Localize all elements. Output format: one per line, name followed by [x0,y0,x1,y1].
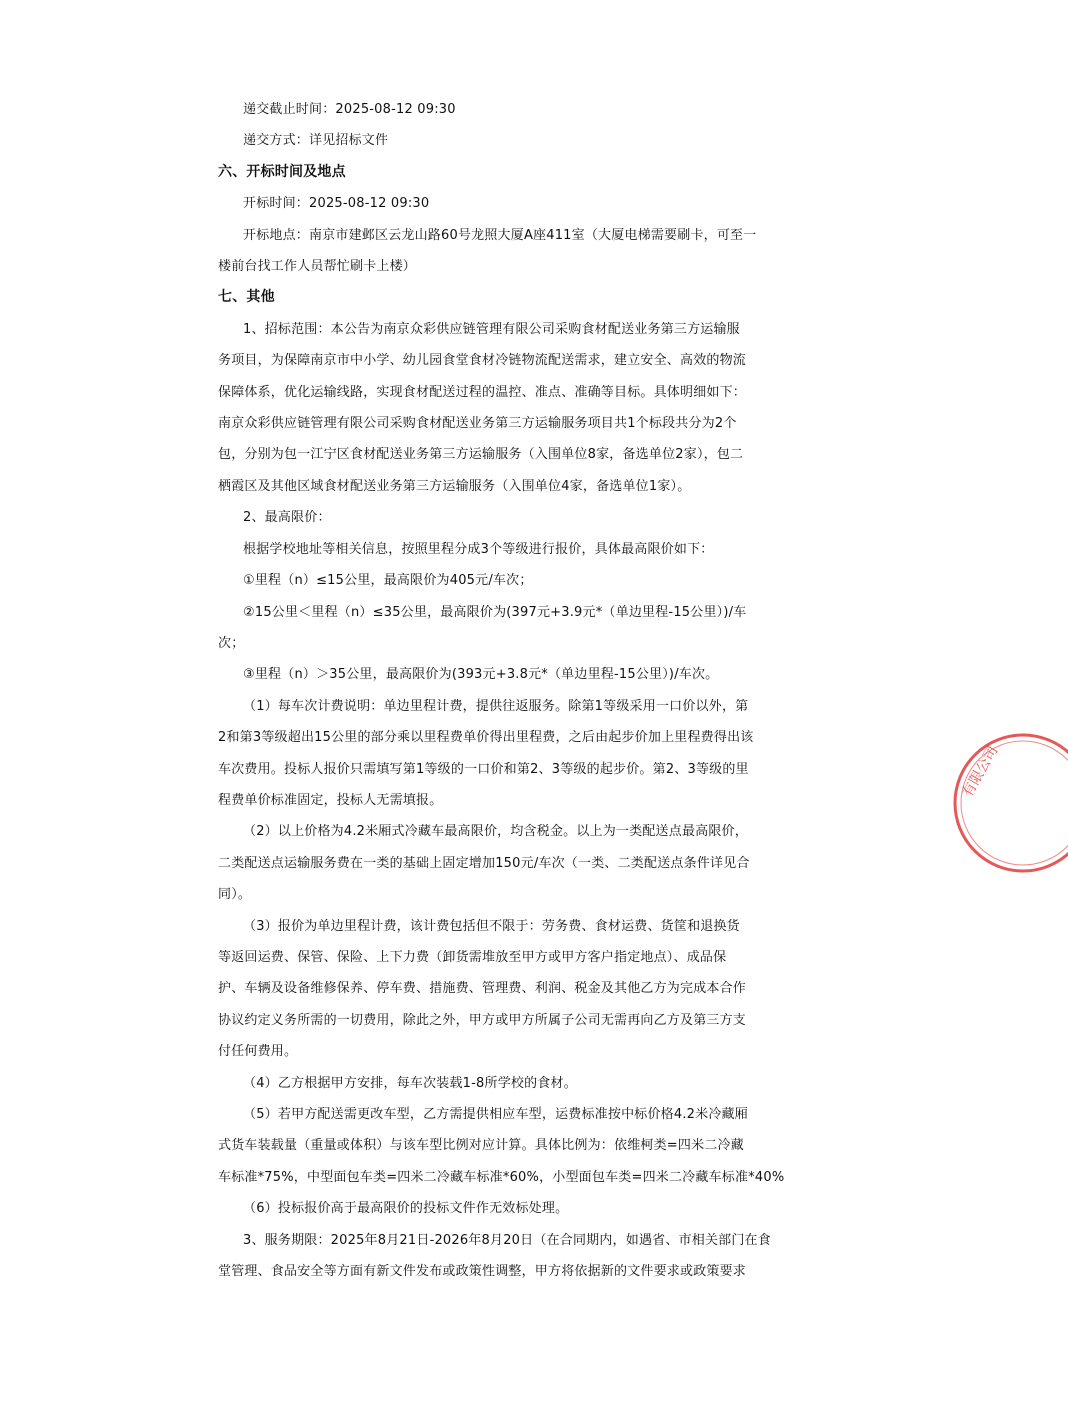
text-line: 式货车装载量（重量或体积）与该车型比例对应计算。具体比例为：依维柯类=四米二冷藏 [218,1138,744,1154]
company-seal-stamp [948,728,1068,878]
text-line: 次； [218,635,245,651]
text-line: （2）以上价格为4.2米厢式冷藏车最高限价，均含税金。以上为一类配送点最高限价， [243,824,748,840]
seal-text: 有限公司 [959,743,1002,800]
text-line: ①里程（n）≤15公里，最高限价为405元/车次； [243,573,533,589]
text-line: 同）。 [218,887,252,903]
text-line: （4）乙方根据甲方安排，每车次装载1-8所学校的食材。 [243,1075,577,1091]
text-line: 等返回运费、保管、保险、上下力费（卸货需堆放至甲方或甲方客户指定地点）、成品保 [218,949,727,965]
text-line: ②15公里＜里程（n）≤35公里，最高限价为(397元+3.9元*（单边里程-15公里）)/车 [243,604,747,620]
text-line: 付任何费用。 [218,1044,298,1060]
text-line: 根据学校地址等相关信息，按照里程分成3个等级进行报价，具体最高限价如下： [243,541,714,557]
text-line: 程费单价标准固定，投标人无需填报。 [218,792,443,808]
text-line: 包，分别为包一江宁区食材配送业务第三方运输服务（入围单位8家，备选单位2家），包二 [218,447,744,463]
text-line: 1、招标范围：本公告为南京众彩供应链管理有限公司采购食材配送业务第三方运输服 [243,321,740,337]
text-line: （5）若甲方配送需更改车型，乙方需提供相应车型，运费标准按中标价格4.2米冷藏厢 [243,1107,748,1122]
text-line: 保障体系，优化运输线路，实现食材配送过程的温控、准点、准确等目标。具体明细如下： [218,384,747,400]
text-line: 协议约定义务所需的一切费用，除此之外，甲方或甲方所属子公司无需再向乙方及第三方支 [218,1012,747,1028]
text-line: ③里程（n）＞35公里，最高限价为(393元+3.8元*（单边里程-15公里）)/车次。 [243,667,719,683]
text-line: 开标时间：2025-08-12 09:30 [243,196,430,212]
text-line: 递交截止时间：2025-08-12 09:30 [243,102,456,117]
text-line: （1）每车次计费说明：单边里程计费，提供往返服务。除第1等级采用一口价以外，第 [243,698,749,714]
text-line: 车标准*75%，中型面包车类=四米二冷藏车标准*60%，小型面包车类=四米二冷藏车标准*40% [218,1169,785,1185]
text-line: 3、服务期限：2025年8月21日-2026年8月20日（在合同期内，如遇省、市相关部门在食 [243,1232,771,1248]
text-line: 务项目，为保障南京市中小学、幼儿园食堂食材冷链物流配送需求，建立安全、高效的物流 [218,353,747,369]
section-heading: 六、开标时间及地点 [218,163,346,180]
text-line: 栖霞区及其他区域食材配送业务第三方运输服务（入围单位4家，备选单位1家）。 [218,478,691,494]
text-line: （6）投标报价高于最高限价的投标文件作无效标处理。 [243,1201,569,1217]
document-page [218,94,785,1287]
text-line: 南京众彩供应链管理有限公司采购食材配送业务第三方运输服务项目共1个标段共分为2个 [218,416,737,432]
text-line: 2和第3等级超出15公里的部分乘以里程费单价得出里程费，之后由起步价加上里程费得出该 [218,730,754,746]
text-line: （3）报价为单边里程计费，该计费包括但不限于：劳务费、食材运费、货筐和退换货 [243,918,740,934]
text-line: 堂管理、食品安全等方面有新文件发布或政策性调整，甲方将依据新的文件要求或政策要求 [218,1264,747,1280]
text-line: 递交方式：详见招标文件 [243,133,389,149]
text-line: 护、车辆及设备维修保养、停车费、措施费、管理费、利润、税金及其他乙方为完成本合作 [218,981,747,997]
text-line: 二类配送点运输服务费在一类的基础上固定增加150元/车次（一类、二类配送点条件详见合 [218,855,750,871]
text-line: 开标地点：南京市建邺区云龙山路60号龙照大厦A座411室（大厦电梯需要刷卡，可至一 [243,227,757,243]
text-line: 楼前台找工作人员帮忙刷卡上楼） [218,259,417,275]
text-line: 2、最高限价： [243,510,331,526]
text-line: 车次费用。投标人报价只需填写第1等级的一口价和第2、3等级的起步价。第2、3等级的里 [218,761,749,777]
section-heading: 七、其他 [218,289,275,306]
